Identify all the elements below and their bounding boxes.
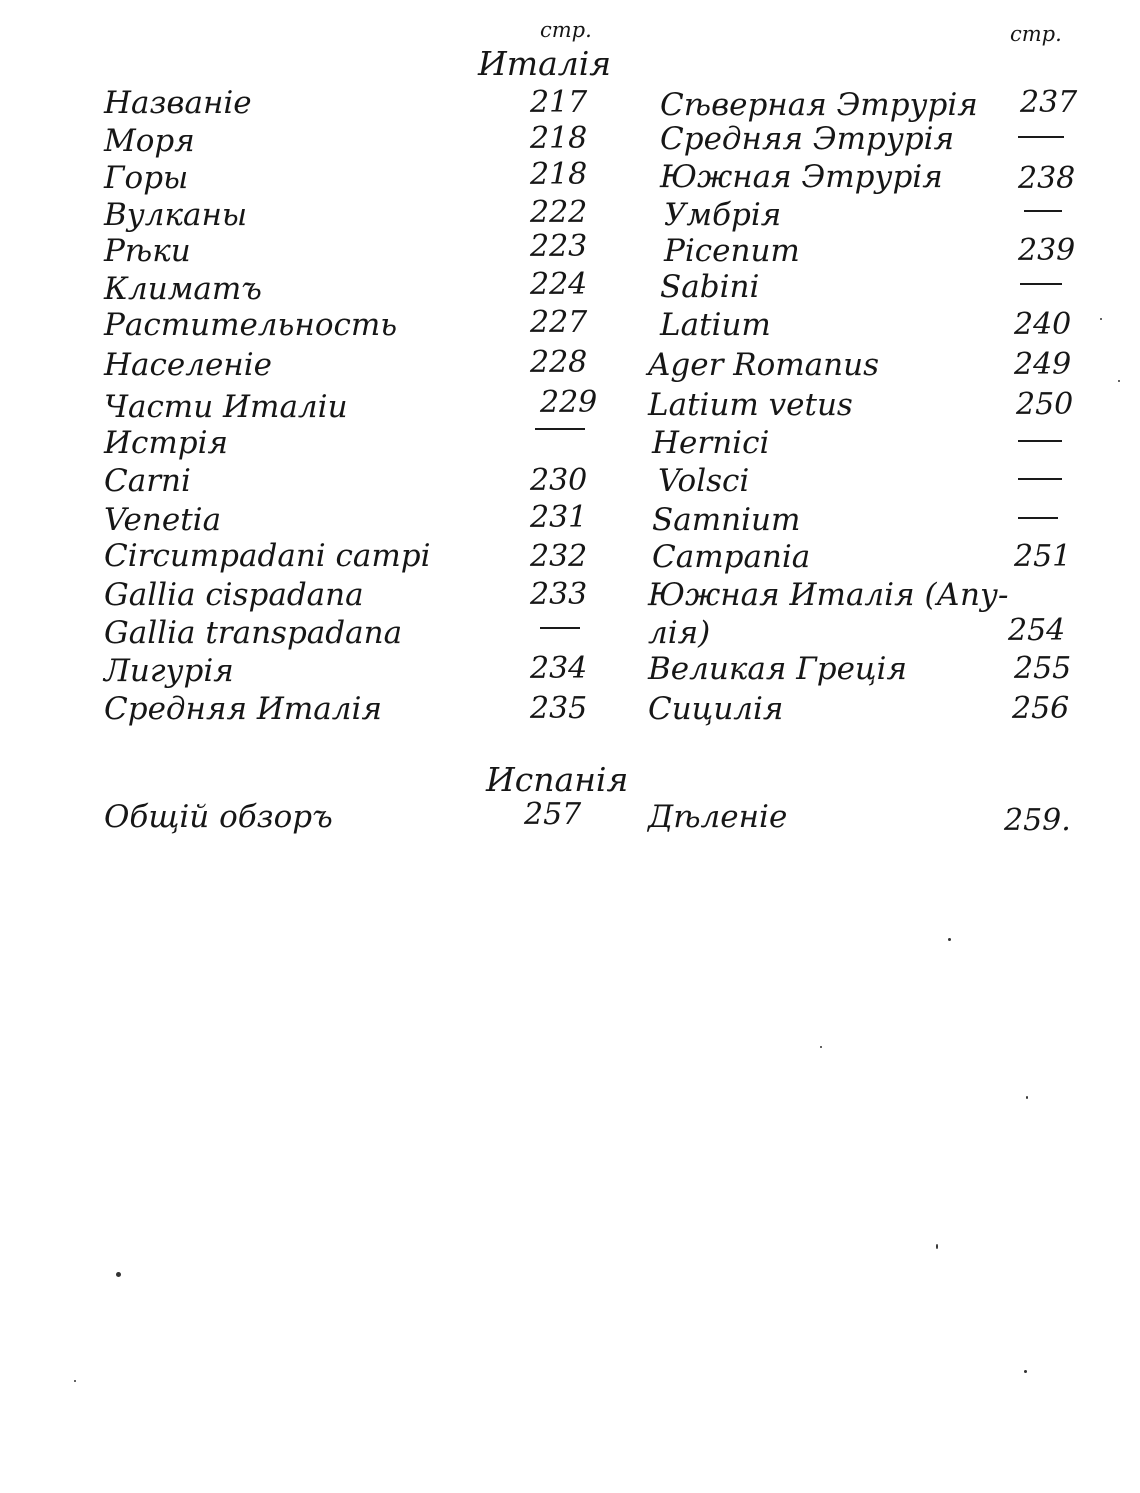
page-dash <box>535 428 585 430</box>
toc-entry-page: 238 <box>1018 161 1076 196</box>
toc-entry-page: 218 <box>530 121 588 156</box>
toc-entry-page: 235 <box>530 691 588 726</box>
toc-entry-page: 237 <box>1020 85 1078 120</box>
toc-entry-page: 251 <box>1014 539 1072 574</box>
toc-entry-label: Latium <box>660 307 771 343</box>
toc-entry-label: Ager Romanus <box>648 347 879 383</box>
toc-entry-page: 249 <box>1014 347 1072 382</box>
toc-entry-page: 254 <box>1008 613 1066 648</box>
toc-entry-label: Моря <box>104 123 195 159</box>
toc-entry-label: Gallia transpadana <box>104 615 403 651</box>
toc-entry-label: Рѣки <box>104 233 191 269</box>
toc-entry-label: Лигурія <box>104 653 234 689</box>
toc-entry-label: Carni <box>104 463 191 499</box>
toc-entry-label: Picenum <box>664 233 800 269</box>
page-dash <box>1018 517 1058 519</box>
toc-entry-page: 231 <box>530 500 588 535</box>
page-dash <box>1024 210 1062 212</box>
toc-entry-label: Населеніе <box>104 347 272 383</box>
toc-entry-label: Растительность <box>104 307 398 343</box>
scan-speck <box>1024 1370 1027 1373</box>
toc-entry-label: Южная Италія (Апу- <box>648 577 1009 613</box>
page-dash <box>540 627 580 629</box>
toc-entry-label: Venetia <box>104 502 222 538</box>
toc-entry-page: 232 <box>530 539 588 574</box>
toc-entry-label: Названіе <box>104 85 252 121</box>
toc-entry-label: Умбрія <box>664 197 782 233</box>
page-dash <box>1018 440 1062 442</box>
toc-entry-page: 218 <box>530 157 588 192</box>
toc-entry-label: Samnium <box>652 502 801 538</box>
toc-entry-label: Горы <box>104 160 189 196</box>
toc-entry-page: 230 <box>530 463 588 498</box>
toc-entry-label: Gallia cispadana <box>104 577 364 613</box>
toc-entry-label: Сѣверная Этрурія <box>660 87 978 123</box>
page-label-left: стр. <box>540 18 592 42</box>
toc-entry-page: 227 <box>530 305 588 340</box>
toc-entry-label: Общій обзоръ <box>104 799 333 835</box>
toc-entry-page: 239 <box>1018 233 1076 268</box>
toc-entry-label: Дѣленіе <box>648 799 788 835</box>
scan-speck <box>116 1272 121 1277</box>
scan-speck <box>820 1046 822 1048</box>
toc-entry-label: Hernici <box>652 425 770 461</box>
toc-entry-label: Volsci <box>658 463 750 499</box>
toc-entry-label: Климатъ <box>104 271 262 307</box>
toc-entry-page: 233 <box>530 577 588 612</box>
section-title-italy: Италія <box>478 44 612 83</box>
toc-entry-page: 240 <box>1014 307 1072 342</box>
toc-entry-page: 223 <box>530 229 588 264</box>
page-dash <box>1020 283 1062 285</box>
toc-entry-label: Campania <box>652 539 811 575</box>
toc-entry-label: Великая Греція <box>648 651 907 687</box>
toc-entry-page: 222 <box>530 195 588 230</box>
toc-entry-page: 234 <box>530 651 588 686</box>
toc-entry-label: лія) <box>648 615 711 651</box>
toc-entry-page: 256 <box>1012 691 1070 726</box>
toc-entry-label: Вулканы <box>104 197 248 233</box>
toc-entry-page: 250 <box>1016 387 1074 422</box>
scan-speck <box>948 938 951 941</box>
toc-entry-label: Circumpadani campi <box>104 538 431 574</box>
toc-entry-label: Части Италіи <box>104 389 348 425</box>
toc-entry-page: 255 <box>1014 651 1072 686</box>
toc-entry-label: Сицилія <box>648 691 784 727</box>
toc-entry-page: 228 <box>530 345 588 380</box>
toc-entry-label: Sabini <box>660 269 760 305</box>
scan-speck <box>74 1380 76 1382</box>
scan-speck <box>1100 318 1102 320</box>
toc-entry-page: 217 <box>530 85 588 120</box>
toc-entry-label: Средняя Италія <box>104 691 382 727</box>
toc-entry-label: Южная Этрурія <box>660 159 943 195</box>
scan-speck <box>1118 380 1120 382</box>
toc-entry-label: Истрія <box>104 425 229 461</box>
scan-speck <box>1026 1096 1028 1099</box>
page-dash <box>1018 478 1062 480</box>
toc-entry-page: 257 <box>524 797 582 832</box>
toc-entry-page: 224 <box>530 267 588 302</box>
toc-entry-label: Latium vetus <box>648 387 853 423</box>
toc-entry-page: 259. <box>1004 803 1071 838</box>
toc-entry-label: Средняя Этрурія <box>660 121 955 157</box>
page-dash <box>1018 136 1064 138</box>
page-label-right: стр. <box>1010 22 1062 46</box>
toc-entry-page: 229 <box>540 385 598 420</box>
section-title-spain: Испанія <box>486 760 629 799</box>
scan-speck <box>936 1244 938 1249</box>
